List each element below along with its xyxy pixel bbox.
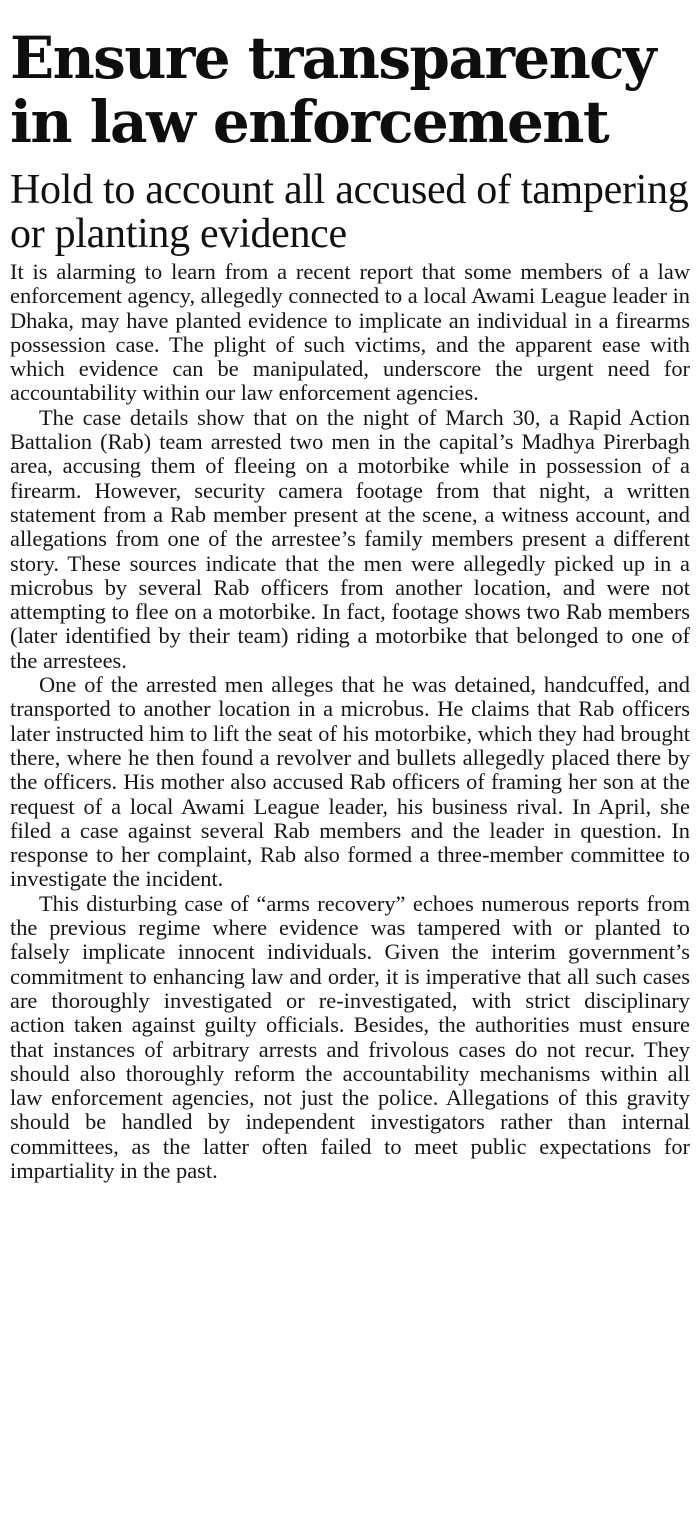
article-body (10, 260, 690, 1183)
subheadline: Hold to account all accused of tampering or planting evidence (10, 167, 689, 257)
body-paragraph-4: This disturbing case of “arms recovery” echoes numerous reports from the previous regime where evidence was tampered with or planted to falsely implicate innocent individuals. Given the interim government’s commitment to enhancing law and order, it is imperative that all such cases are thoroughly investigated or re-investigated, with strict disciplinary action taken against guilty officials. Besides, the authorities must ensure that instances of arbitrary arrests and frivolous cases do not recur. They should also thoroughly reform the accountability mechanisms within all law enforcement agencies, not just the police. Allegations of this gravity should be handled by independent investigators rather than internal committees, as the latter often failed to meet public expectations for impartiality in the past. (10, 890, 690, 1183)
body-paragraph-3: One of the arrested men alleges that he was detained, handcuffed, and transported to another location in a microbus. He claims that Rab officers later instructed him to lift the seat of his motorbike, which they had brought there, where he then found a revolver and bullets allegedly placed there by the officers. His mother also accused Rab officers of framing her son at the request of a local Awami League leader, his business rival. In April, she filed a case against several Rab members and the leader in question. In response to her complaint, Rab also formed a three-member committee to investigate the incident. (10, 672, 690, 892)
body-paragraph-2: The case details show that on the night of March 30, a Rapid Action Battalion (Rab) team arrested two men in the capital’s Madhya Pirerbagh area, accusing them of fleeing on a motorbike while in possession of a firearm. However, security camera footage from that night, a written statement from a Rab member present at the scene, a witness account, and allegations from one of the arrestee’s family members present a different story. These sources indicate that the men were allegedly picked up in a microbus by several Rab officers from another location, and were not attempting to flee on a motorbike. In fact, footage shows two Rab members (later identified by their team) riding a motorbike that belonged to one of the arrestees. (10, 404, 690, 673)
editorial-article (10, 26, 690, 1183)
body-paragraph-1: It is alarming to learn from a recent report that some members of a law enforcement agency, allegedly connected to a local Awami League leader in Dhaka, may have planted evidence to implicate an individual in a firearms possession case. The plight of such victims, and the apparent ease with which evidence can be manipulated, underscore the urgent need for accountability within our law enforcement agencies. (10, 259, 690, 406)
headline: Ensure transparency in law enforcement (10, 24, 655, 156)
